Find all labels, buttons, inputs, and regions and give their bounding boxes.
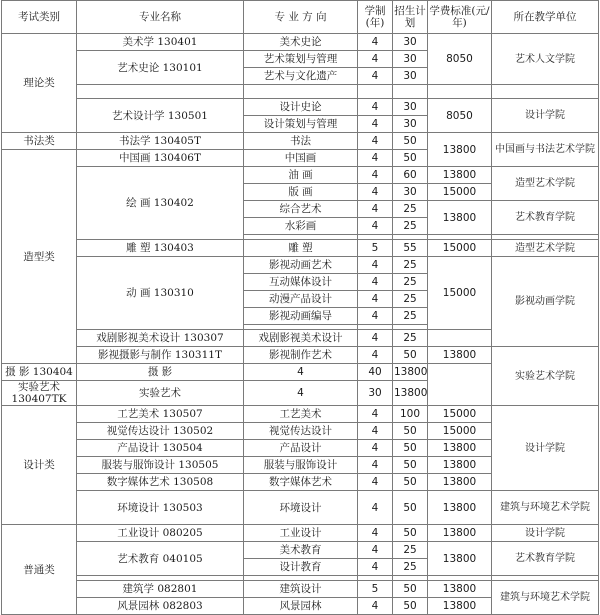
unit-cell: 设计学院 [492,525,599,542]
empty-cell [244,85,358,99]
header-fee: 学费标准(元/年) [428,1,492,34]
category-cell: 书法类 [2,133,77,150]
table-row [2,167,599,184]
fee-cell: 15000 [428,423,492,440]
quota-cell: 50 [393,457,428,474]
direction-cell: 设计教育 [244,559,358,576]
direction-cell: 艺术策划与管理 [244,51,358,68]
header-row [2,1,599,34]
direction-cell: 艺术与文化遗产 [244,68,358,85]
fee-cell: 13800 [428,133,492,167]
quota-cell: 30 [393,99,428,116]
years-cell: 4 [358,457,393,474]
quota-cell: 50 [393,423,428,440]
major-cell: 艺术史论 130101 [77,51,244,85]
empty-cell [428,330,492,347]
major-cell: 摄 影 130404 [2,364,77,381]
years-cell: 4 [358,491,393,525]
major-cell: 影视摄影与制作 130311T [77,347,244,364]
quota-cell: 40 [358,364,393,381]
direction-cell: 版 画 [244,184,358,201]
years-cell: 4 [358,68,393,85]
direction-cell: 美术教育 [244,542,358,559]
direction-cell: 环境设计 [244,491,358,525]
direction-cell: 戏剧影视美术设计 [244,330,358,347]
years-cell: 4 [358,184,393,201]
table-row [2,581,599,598]
quota-cell: 50 [393,474,428,491]
years-cell: 4 [358,598,393,615]
empty-cell [492,85,599,99]
quota-cell: 25 [393,330,428,347]
major-cell: 动 画 130310 [77,257,244,330]
empty-cell [428,85,492,99]
table-row [2,542,599,559]
direction-cell: 服装与服饰设计 [244,457,358,474]
quota-cell: 30 [393,116,428,133]
fee-cell: 13800 [428,440,492,457]
quota-cell: 25 [393,559,428,576]
direction-cell: 雕 塑 [244,240,358,257]
quota-cell: 30 [393,51,428,68]
direction-cell: 书法 [244,133,358,150]
fee-cell: 13800 [393,381,428,406]
direction-cell: 动漫产品设计 [244,291,358,308]
direction-cell: 风景园林 [244,598,358,615]
major-cell: 建筑学 082801 [77,581,244,598]
table-row [2,99,599,116]
direction-cell: 综合艺术 [244,201,358,218]
table-row [2,133,599,150]
major-cell: 视觉传达设计 130502 [77,423,244,440]
fee-cell: 15000 [428,406,492,423]
major-cell: 环境设计 130503 [77,491,244,525]
major-cell: 工艺美术 130507 [77,406,244,423]
direction-cell: 数字媒体艺术 [244,474,358,491]
direction-cell: 影视动画艺术 [244,257,358,274]
fee-cell: 13800 [428,491,492,525]
years-cell: 4 [358,99,393,116]
quota-cell: 50 [393,598,428,615]
quota-cell: 50 [393,440,428,457]
direction-cell: 工业设计 [244,525,358,542]
years-cell: 4 [358,474,393,491]
category-cell: 造型类 [2,150,77,364]
quota-cell: 50 [393,150,428,167]
direction-cell: 水彩画 [244,218,358,235]
major-cell: 实验艺术 130407TK [2,381,77,406]
quota-cell: 50 [393,133,428,150]
years-cell: 4 [244,364,358,381]
quota-cell: 25 [393,257,428,274]
table-row [2,34,599,51]
direction-cell: 视觉传达设计 [244,423,358,440]
years-cell: 4 [358,201,393,218]
unit-cell: 建筑与环境艺术学院 [492,581,599,615]
empty-cell [358,85,393,99]
quota-cell: 30 [358,381,393,406]
unit-cell: 影视动画学院 [492,257,599,347]
direction-cell: 互动媒体设计 [244,274,358,291]
fee-cell: 15000 [428,257,492,330]
direction-cell: 影视动画编导 [244,308,358,325]
category-cell: 普通类 [2,525,77,615]
direction-cell: 产品设计 [244,440,358,457]
header-major: 专业名称 [77,1,244,34]
unit-cell: 设计学院 [492,406,599,491]
years-cell: 4 [358,423,393,440]
table-row [2,347,599,364]
unit-cell: 艺术教育学院 [492,542,599,576]
years-cell: 4 [358,406,393,423]
header-unit: 所在教学单位 [492,1,599,34]
years-cell: 5 [358,240,393,257]
quota-cell: 25 [393,291,428,308]
admissions-table [1,0,599,615]
years-cell: 4 [358,542,393,559]
major-cell: 戏剧影视美术设计 130307 [77,330,244,347]
direction-cell: 建筑设计 [244,581,358,598]
major-cell: 产品设计 130504 [77,440,244,457]
direction-cell: 设计策划与管理 [244,116,358,133]
direction-cell: 实验艺术 [77,381,244,406]
fee-cell: 15000 [428,184,492,201]
unit-cell: 中国画与书法艺术学院 [492,133,599,167]
direction-cell: 影视制作艺术 [244,347,358,364]
table-row [2,491,599,508]
years-cell: 4 [358,116,393,133]
quota-cell: 100 [393,406,428,423]
fee-cell: 13800 [428,581,492,598]
direction-cell: 中国画 [244,150,358,167]
unit-cell: 艺术教育学院 [492,201,599,235]
direction-cell: 油 画 [244,167,358,184]
quota-cell: 25 [393,201,428,218]
years-cell: 4 [358,51,393,68]
years-cell: 4 [358,218,393,235]
unit-cell: 设计学院 [492,99,599,133]
major-cell: 工业设计 080205 [77,525,244,542]
quota-cell: 30 [393,184,428,201]
major-cell: 中国画 130406T [77,150,244,167]
category-cell: 设计类 [2,406,77,525]
fee-cell: 13800 [428,474,492,491]
fee-cell: 13800 [428,542,492,576]
unit-cell: 造型艺术学院 [492,167,599,201]
major-cell: 美术学 130401 [77,34,244,51]
unit-cell: 造型艺术学院 [492,240,599,257]
quota-cell: 50 [393,491,428,525]
quota-cell: 55 [393,240,428,257]
header-direction: 专 业 方 向 [244,1,358,34]
fee-cell: 13800 [428,598,492,615]
years-cell: 4 [358,133,393,150]
major-cell: 书法学 130405T [77,133,244,150]
category-cell: 理论类 [2,34,77,133]
direction-cell: 美术史论 [244,34,358,51]
years-cell: 5 [358,581,393,598]
header-category: 考试类别 [2,1,77,34]
major-cell: 艺术教育 040105 [77,542,244,576]
direction-cell: 工艺美术 [244,406,358,423]
table-row [2,257,599,274]
table-row [2,240,599,257]
years-cell: 4 [358,150,393,167]
quota-cell: 30 [393,68,428,85]
years-cell: 4 [358,330,393,347]
quota-cell: 50 [393,581,428,598]
header-years: 学制(年) [358,1,393,34]
fee-cell: 8050 [428,99,492,133]
quota-cell: 30 [393,34,428,51]
table-row [2,406,599,423]
years-cell: 4 [358,559,393,576]
quota-cell: 60 [393,167,428,184]
fee-cell: 13800 [428,347,492,364]
table-row [2,525,599,542]
direction-cell: 设计史论 [244,99,358,116]
major-cell: 服装与服饰设计 130505 [77,457,244,474]
fee-cell: 13800 [428,167,492,184]
years-cell: 4 [358,440,393,457]
fee-cell: 13800 [393,364,428,381]
unit-cell: 实验艺术学院 [492,347,599,406]
years-cell: 4 [358,274,393,291]
table-row [2,85,599,99]
fee-cell: 15000 [428,240,492,257]
empty-cell [393,85,428,99]
fee-cell: 8050 [428,34,492,85]
major-cell: 雕 塑 130403 [77,240,244,257]
unit-cell: 建筑与环境艺术学院 [492,491,599,525]
quota-cell: 25 [393,218,428,235]
years-cell: 4 [244,381,358,406]
major-cell: 数字媒体艺术 130508 [77,474,244,491]
header-quota: 招生计划 [393,1,428,34]
quota-cell: 50 [393,525,428,542]
years-cell: 4 [358,347,393,364]
quota-cell: 50 [393,347,428,364]
quota-cell: 25 [393,308,428,325]
empty-cell [77,85,244,99]
years-cell: 4 [358,308,393,325]
years-cell: 4 [358,291,393,308]
years-cell: 4 [358,34,393,51]
quota-cell: 25 [393,542,428,559]
direction-cell: 摄 影 [77,364,244,381]
years-cell: 4 [358,167,393,184]
quota-cell: 25 [393,274,428,291]
major-cell: 风景园林 082803 [77,598,244,615]
years-cell: 4 [358,525,393,542]
years-cell: 4 [358,257,393,274]
fee-cell: 13800 [428,457,492,474]
unit-cell: 艺术人文学院 [492,34,599,85]
fee-cell: 13800 [428,525,492,542]
major-cell: 艺术设计学 130501 [77,99,244,133]
major-cell: 绘 画 130402 [77,167,244,240]
fee-cell: 13800 [428,201,492,235]
